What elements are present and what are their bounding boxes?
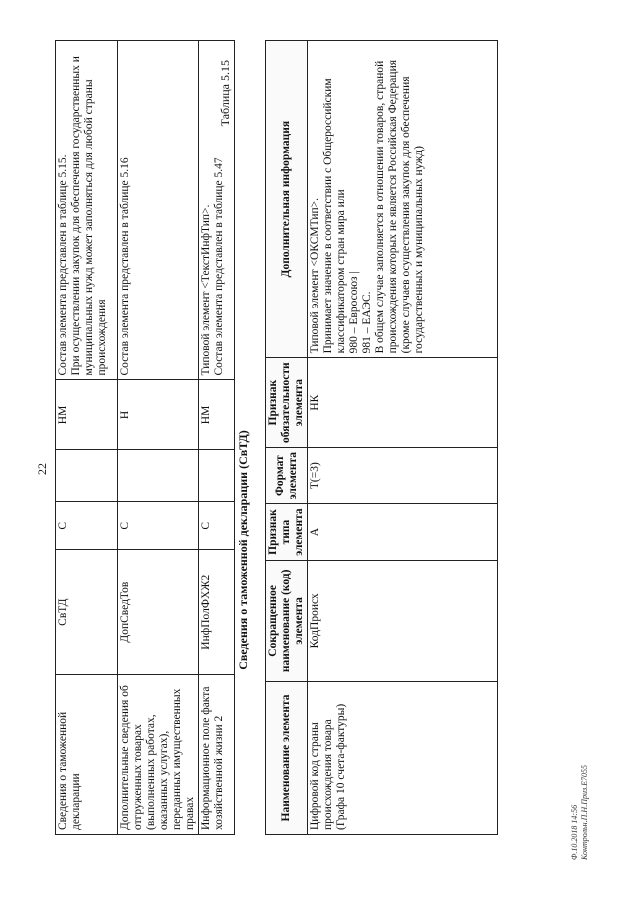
- element-code-cell: ДопСведТов: [118, 550, 199, 675]
- element-name-cell: Информационное поле факта хозяйственной жизни 2: [199, 675, 235, 835]
- header-type: Признак типа элемента: [266, 504, 308, 560]
- element-code-cell: КодПроисх: [308, 560, 498, 681]
- header-required: Признак обязательности элемента: [266, 358, 308, 448]
- table-header-row: [266, 41, 308, 835]
- table-row: [199, 41, 235, 835]
- table-title: Сведения о таможенной декларации (СвТД): [236, 430, 250, 670]
- stamp-line: Контрольн.П.Н.Приз.Е7055: [580, 765, 589, 860]
- element-format-cell: T(=3): [308, 447, 498, 503]
- elements-table-continued: [55, 40, 235, 835]
- table-row: [308, 41, 498, 835]
- header-code: Сокращенное наименование (код) элемента: [266, 560, 308, 681]
- stamp-line: Ф.10.2018 14:56: [570, 804, 579, 860]
- element-info-cell: Типовой элемент <ОКСМТип>. Принимает значение в соответствии с Общероссийским классификатором стран мира или 980 – Евросоюз | 981 – ЕАЭС. В общем случае заполняется в отношении товаров, страной происхождения которых не является Российская Федерация (кроме случаев осуществления закупок для обеспечения государственных и муниципальных нужд): [308, 41, 498, 358]
- element-info-cell: Состав элемента представлен в таблице 5.16: [118, 41, 199, 381]
- element-type-cell: А: [308, 504, 498, 560]
- table-row: [118, 41, 199, 835]
- element-name-cell: Цифровой код страны происхождения товара (Графа 10 счета-фактуры): [308, 681, 498, 834]
- element-type-cell: С: [56, 502, 118, 550]
- customs-declaration-table: [265, 40, 498, 835]
- element-name-cell: Сведения о таможенной декларации: [56, 675, 118, 835]
- table-number: Таблица 5.15: [218, 60, 232, 127]
- element-required-cell: НМ: [199, 380, 235, 450]
- table-row: [56, 41, 118, 835]
- element-type-cell: С: [118, 502, 199, 550]
- element-format-cell: [199, 450, 235, 502]
- element-code-cell: ИнфПолФХЖ2: [199, 550, 235, 675]
- element-required-cell: Н: [118, 380, 199, 450]
- header-info: Дополнительная информация: [266, 41, 308, 358]
- element-info-cell: Состав элемента представлен в таблице 5.15. При осуществлении закупок для обеспечения государственных и муниципальных нужд может заполняться для любой страны происхождения: [56, 41, 118, 381]
- element-info-cell: Типовой элемент <ТекстИнфТип>. Состав элемента представлен в таблице 5.47: [199, 41, 235, 381]
- header-format: Формат элемента: [266, 447, 308, 503]
- header-name: Наименование элемента: [266, 681, 308, 834]
- element-name-cell: Дополнительные сведения об отгруженных товарах (выполненных работах, оказанных услугах), переданных имущественных правах: [118, 675, 199, 835]
- print-stamp: [570, 765, 590, 860]
- element-code-cell: СвТД: [56, 550, 118, 675]
- page-number: 22: [35, 463, 49, 475]
- element-format-cell: [118, 450, 199, 502]
- element-format-cell: [56, 450, 118, 502]
- element-type-cell: С: [199, 502, 235, 550]
- element-required-cell: НМ: [56, 380, 118, 450]
- element-required-cell: НК: [308, 358, 498, 448]
